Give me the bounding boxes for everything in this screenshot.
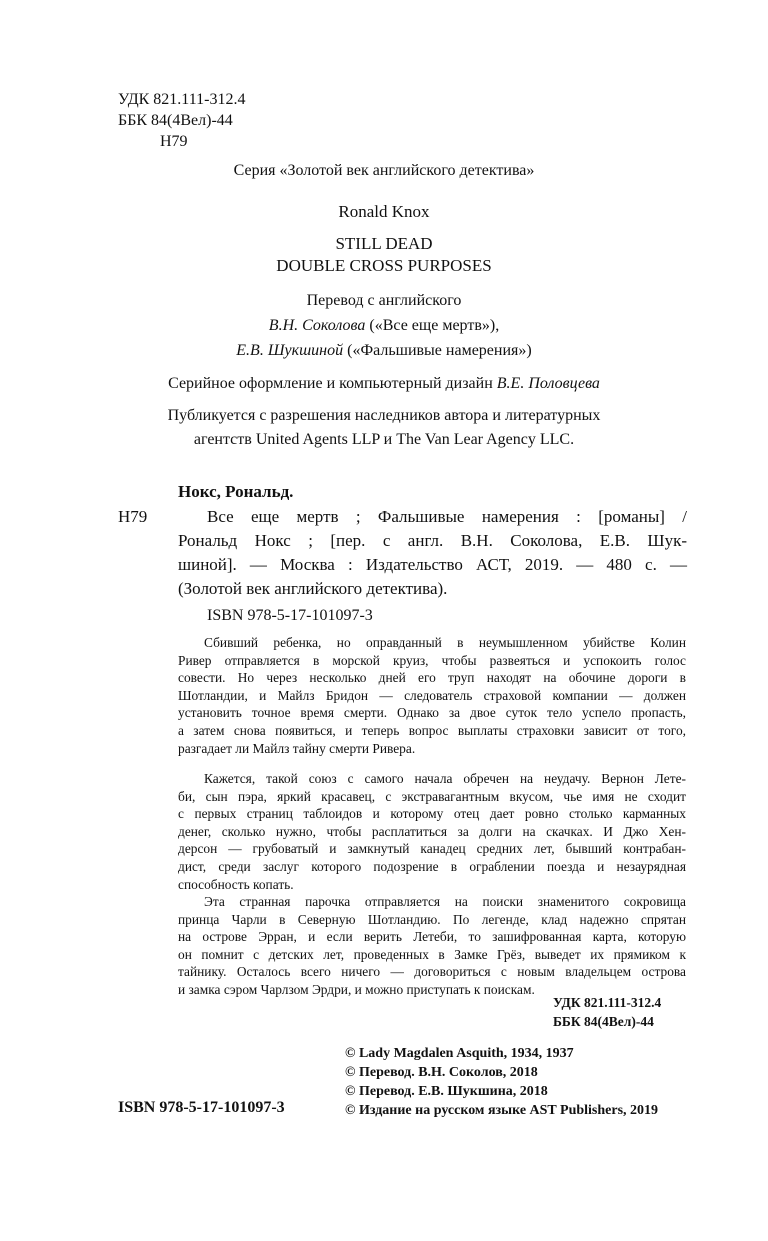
designer-name: В.Е. Половцева	[496, 375, 600, 392]
udk-code: УДК 821.111-312.4	[118, 91, 246, 108]
annotation-line: и замка сэром Чарлзом Эрдри, и можно приступать к поискам.	[178, 981, 535, 997]
translated-title-1: («Все еще мертв»),	[365, 317, 500, 334]
permission-line-1: Публикуется с разрешения наследников автора и литературных	[167, 407, 601, 424]
copyright-line-1: © Lady Magdalen Asquith, 1934, 1937	[345, 1046, 574, 1061]
annotation-line: установить точное время смерти. Однако за двое суток тело успело пропасть,	[178, 705, 686, 721]
permission-line-2: агентств United Agents LLP и The Van Lear Agency LLC.	[193, 431, 575, 448]
annotation-line: дерсон — грубоватый и замкнутый канадец средних лет, бывший контрабан-	[178, 841, 686, 857]
title-1: STILL DEAD	[335, 234, 433, 253]
copyright-line-3: © Перевод. Е.В. Шукшина, 2018	[345, 1084, 548, 1099]
annotation-line: дист, среди заслуг которого подозрение в ограблении поезда и незаурядная	[178, 858, 686, 874]
catalog-isbn: ISBN 978-5-17-101097-3	[207, 607, 373, 624]
series-title: Серия «Золотой век английского детектива»	[233, 162, 535, 179]
catalog-line-2: Рональд Нокс ; [пер. с англ. В.Н. Соколова, Е.В. Шук-	[178, 531, 687, 550]
annotation-paragraph-2	[178, 770, 686, 893]
design-credit	[0, 375, 768, 393]
annotation-line: на острове Эрран, и если верить Летеби, то зашифрованная карта, которую	[178, 929, 686, 945]
isbn-bold: ISBN 978-5-17-101097-3	[118, 1099, 285, 1116]
annotation-line: разгадает ли Майлз тайну смерти Ривера.	[178, 740, 416, 756]
annotation-line: он помнит с детских лет, проведенных в Замке Грёз, выведет их прямиком к	[178, 946, 686, 962]
annotation-line: с первых страниц таблоидов и которому отец дает ровно столько карманных	[178, 806, 686, 822]
bottom-udk-code: УДК 821.111-312.4	[553, 995, 662, 1010]
author-name: Ronald Knox	[338, 202, 430, 221]
catalog-heading: Нокс, Рональд.	[178, 482, 294, 501]
translator-name-1: В.Н. Соколова	[268, 317, 366, 334]
translation-heading: Перевод с английского	[306, 292, 462, 309]
annotation-line: Кажется, такой союз с самого начала обречен на неудачу. Вернон Лете-	[204, 771, 686, 786]
bbk-code: ББК 84(4Вел)-44	[118, 112, 233, 129]
annotation-line: способность копать.	[178, 876, 294, 892]
translator-name-2: Е.В. Шукшиной	[236, 342, 344, 359]
annotation-line: Сбивший ребенка, но оправданный в неумышленном убийстве Колин	[204, 635, 686, 650]
annotation-line: би, сын пэра, яркий красавец, с экстравагантным вкусом, чье имя не сходит	[178, 788, 686, 804]
catalog-mark: Н79	[118, 507, 148, 526]
annotation-line: тайнику. Осталось всего ничего — договориться с новым владельцем острова	[178, 964, 686, 980]
translated-title-2: («Фальшивые намерения»)	[343, 342, 532, 359]
catalog-line-3: шиной]. — Москва : Издательство АСТ, 2019. — 480 с. —	[178, 555, 687, 574]
catalog-line-1: Все еще мертв ; Фальшивые намерения : [романы] /	[207, 507, 687, 526]
copyright-line-2: © Перевод. В.Н. Соколов, 2018	[345, 1065, 538, 1080]
annotation-line: Ривер отправляется в морской круиз, чтобы развеяться и успокоить голос	[178, 652, 686, 668]
title-2: DOUBLE CROSS PURPOSES	[276, 256, 492, 275]
annotation-paragraph-3	[178, 893, 686, 999]
copyright-line-4: © Издание на русском языке AST Publishers, 2019	[345, 1103, 659, 1118]
annotation-line: Шотландии, и Майлз Бридон — следователь страховой компании — должен	[178, 687, 686, 703]
author-mark: Н79	[160, 133, 188, 150]
annotation-line: а затем снова появиться, и теперь вопрос выплаты страховки зависит от того,	[178, 722, 686, 738]
bottom-bbk-code: ББК 84(4Вел)-44	[553, 1014, 654, 1029]
annotation-line: денег, сколько нужно, чтобы расплатиться за долги на скачках. И Джо Хен-	[178, 823, 686, 839]
annotation-paragraph-1	[178, 634, 686, 757]
design-credit-text: Серийное оформление и компьютерный дизайн	[168, 375, 497, 392]
catalog-line-4: (Золотой век английского детектива).	[178, 579, 448, 598]
annotation-line: Эта странная парочка отправляется на поиски знаменитого сокровища	[204, 894, 686, 909]
annotation-line: принца Чарли в Северную Шотландию. По легенде, клад надежно спрятан	[178, 911, 686, 927]
translator-line-1	[0, 317, 768, 335]
translator-line-2	[0, 342, 768, 360]
annotation-line: совести. Но через несколько дней его труп находят на обочине дороги в	[178, 670, 686, 686]
